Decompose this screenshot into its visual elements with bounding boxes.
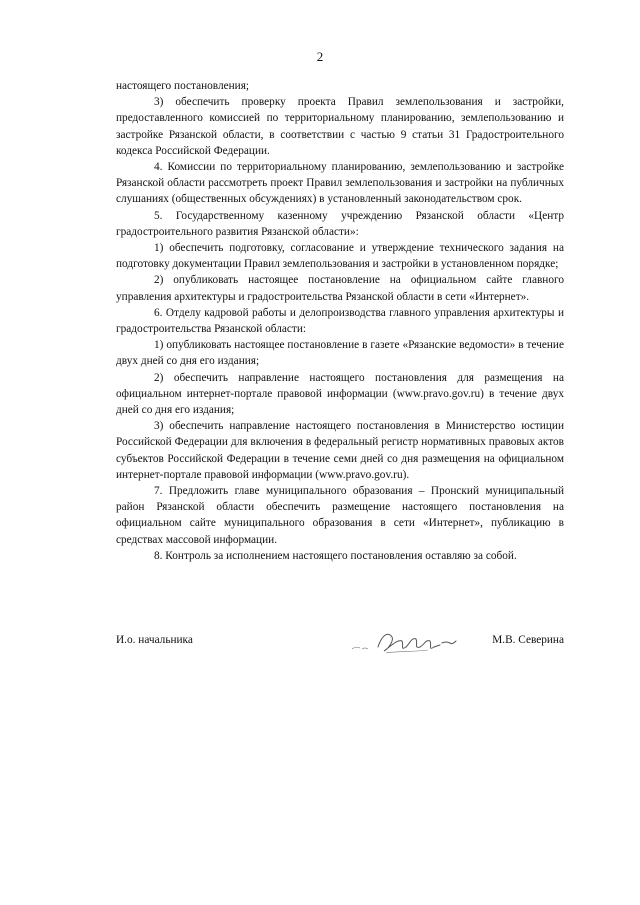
paragraph-section-4: 4. Комиссии по территориальному планированию, землепользованию и застройке Рязанской области рассмотреть проект Правил землепользования и застройки на публичных слушаниях (общественных обсуждениях) в установленный законодательством срок. (116, 161, 564, 206)
paragraph-section-6-item-2: 2) обеспечить направление настоящего постановления для размещения на официальном интернет-портале правовой информации (www.pravo.gov.ru) в течение двух дней со дня его издания; (116, 371, 564, 417)
paragraph-section-7: 7. Предложить главе муниципального образования – Пронский муниципальный район Рязанской области обеспечить размещение настоящего постановления на официальном сайте муниципального образования в сети «Интернет», публикацию в средствах массовой информации. (116, 485, 564, 546)
paragraph-section-5-item-1: 1) обеспечить подготовку, согласование и утверждение технического задания на подготовку документации Правил землепользования и застройки в установленном порядке; (116, 242, 564, 271)
paragraph-section-6: 6. Отделу кадровой работы и делопроизводства главного управления архитектуры и градостроительства Рязанской области: (116, 306, 564, 336)
signature-block (116, 627, 564, 667)
paragraph-section-5: 5. Государственному казенному учреждению Рязанской области «Центр градостроительного развития Рязанской области»: (116, 209, 564, 238)
document-body (116, 78, 564, 564)
signatory-position: И.о. начальника (116, 634, 193, 646)
paragraph-section-8: 8. Контроль за исполнением настоящего постановления оставляю за собой. (154, 549, 517, 562)
paragraph-section-6-item-1: 1) опубликовать настоящее постановление в газете «Рязанские ведомости» в течение двух дней со дня его издания; (116, 339, 564, 368)
page-number: 2 (316, 49, 324, 64)
paragraph-section-5-item-2: 2) опубликовать настоящее постановление на официальном сайте главного управления архитектуры и градостроительства Рязанской области в сети «Интернет». (116, 274, 564, 303)
paragraph-section-6-item-3: 3) обеспечить направление настоящего постановления в Министерство юстиции Российской Федерации для включения в федеральный регистр нормативных правовых актов субъектов Российской Федерации в течение семи дней со дня размещения на официальном интернет-портале правовой информации (www.pravo.gov.ru). (116, 420, 564, 481)
handwritten-signature (348, 627, 460, 657)
signatory-name: М.В. Северина (492, 634, 564, 646)
paragraph-item-3: 3) обеспечить проверку проекта Правил землепользования и застройки, предоставленного комиссией по территориальному планированию, землепользованию и застройке Рязанской области, в соответствии с частью 9 статьи 31 Градостроительного кодекса Российской Федерации. (116, 96, 564, 157)
paragraph-continuation: настоящего постановления; (116, 80, 250, 92)
